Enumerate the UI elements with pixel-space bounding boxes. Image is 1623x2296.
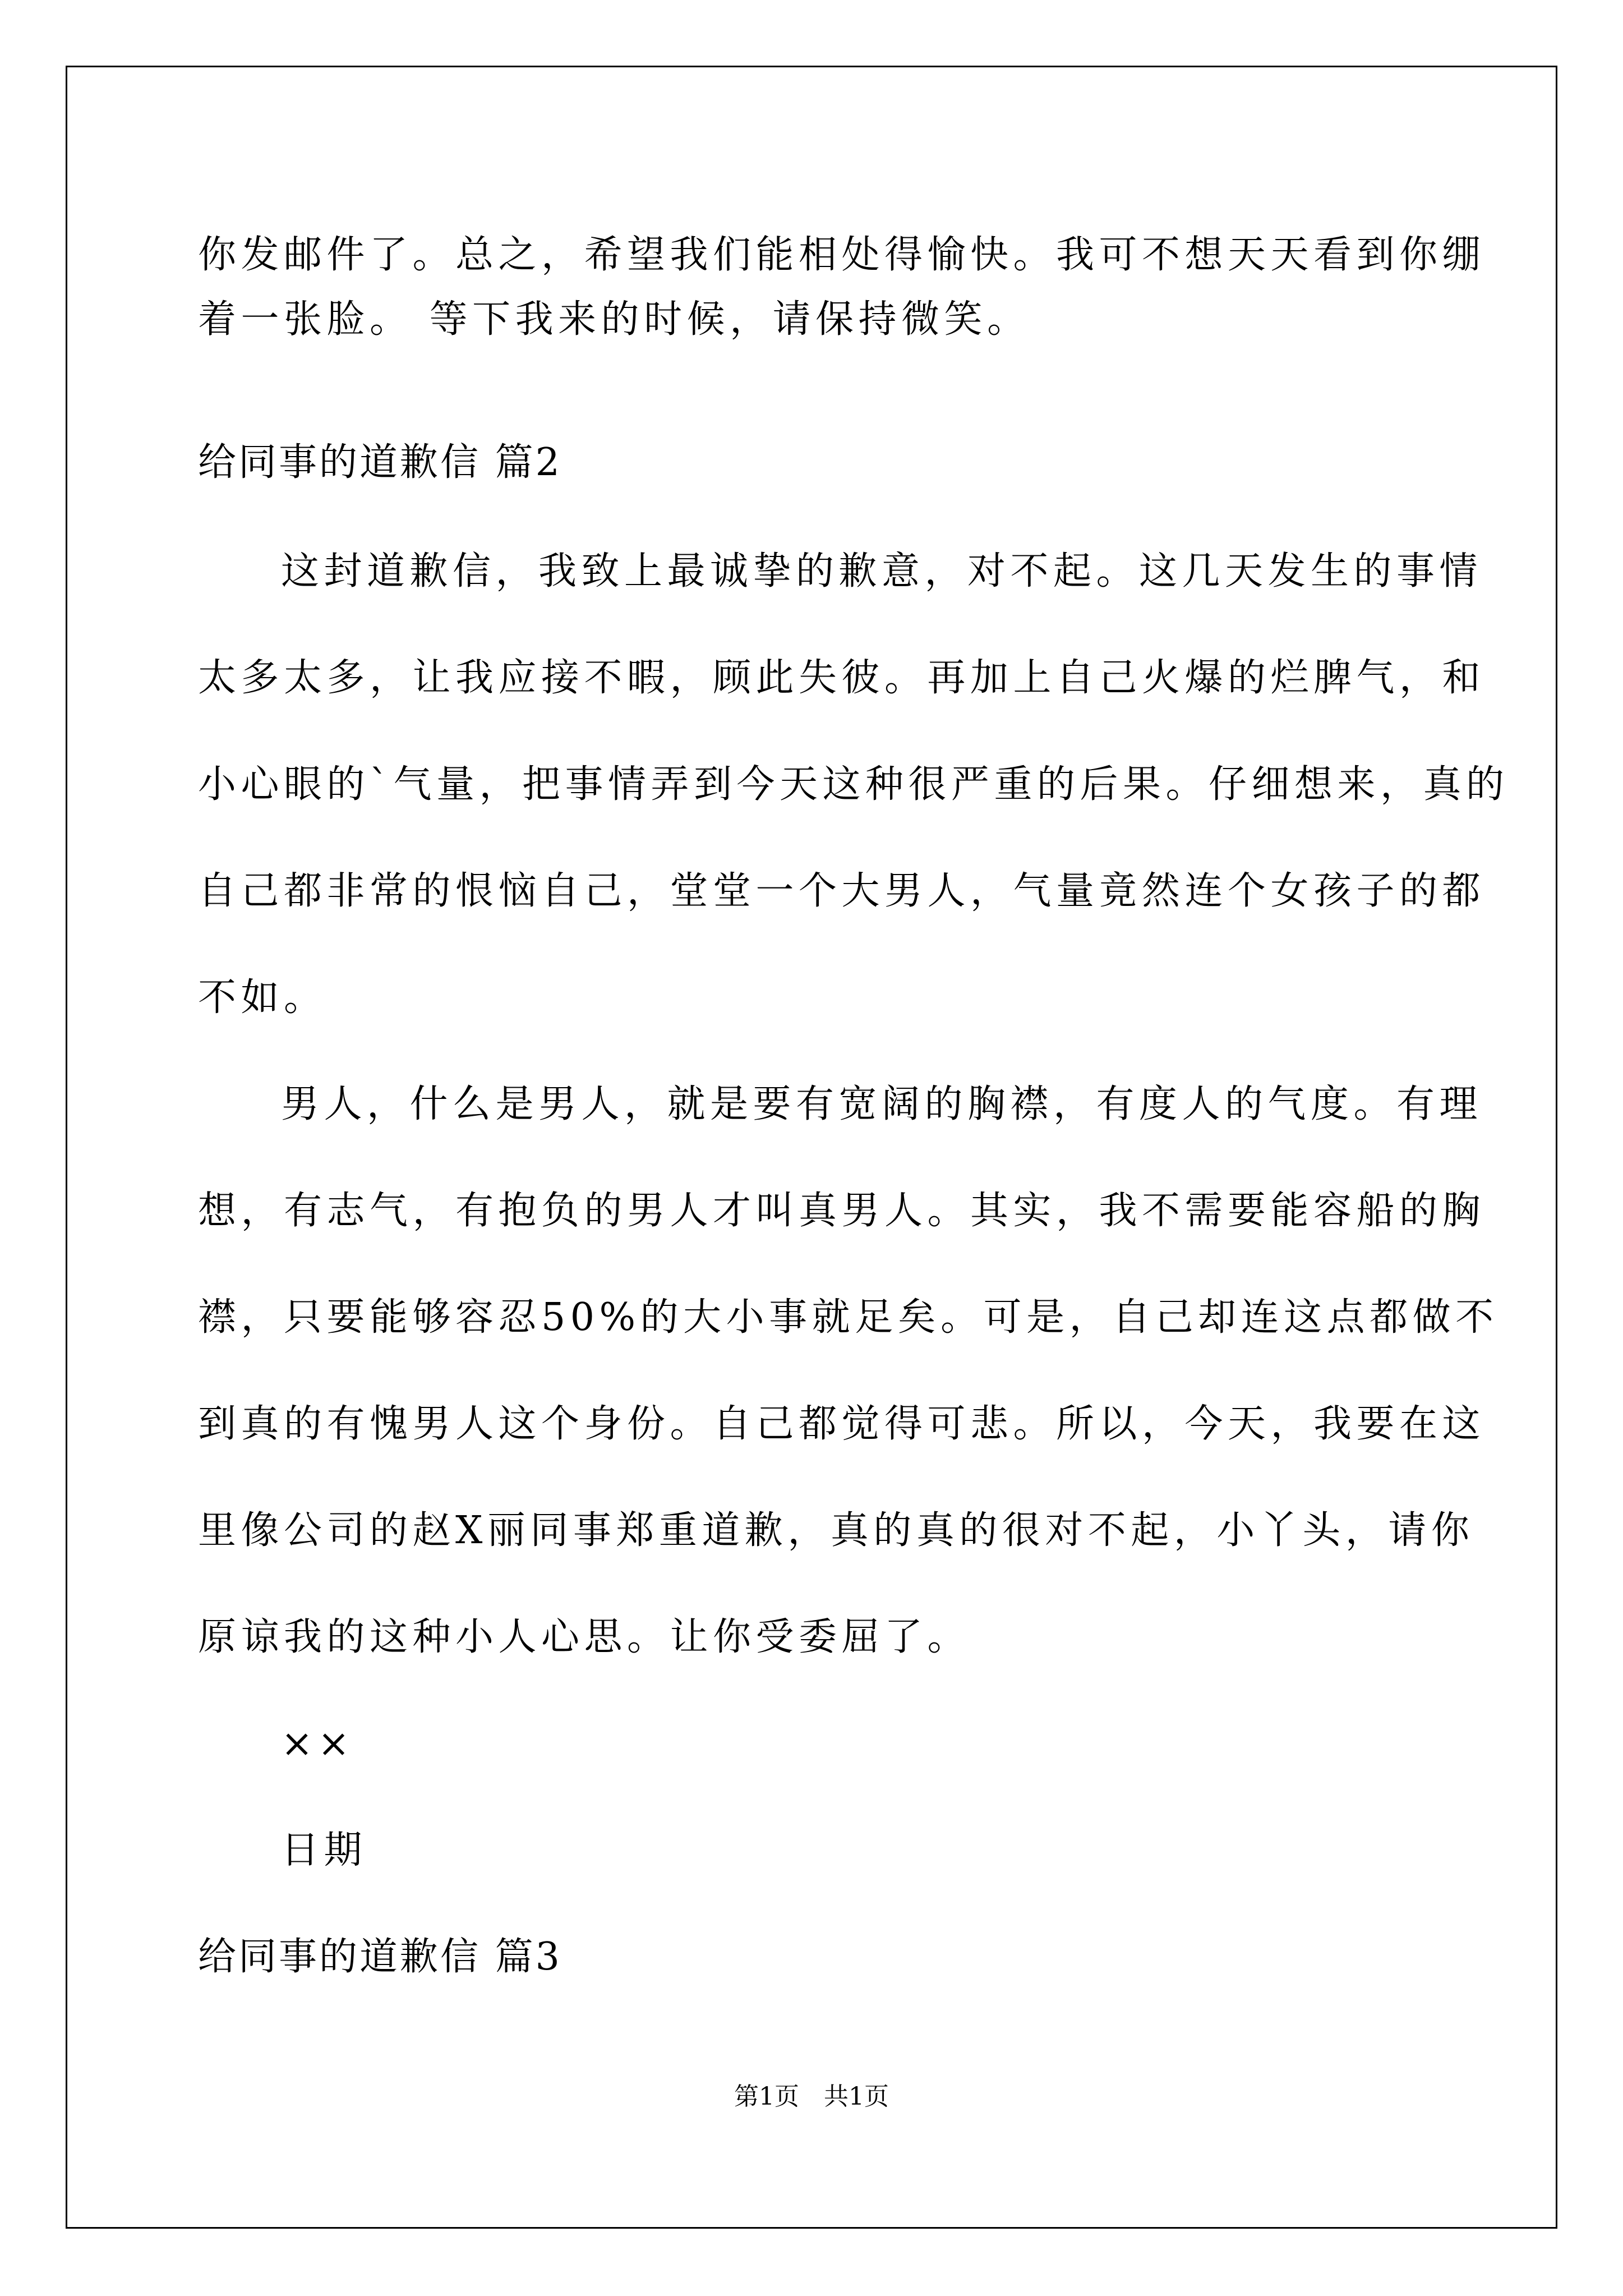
section-heading: 给同事的道歉信 篇2 [198, 440, 562, 485]
page-number: 第1页 [734, 2082, 799, 2111]
text-line: 你发邮件了。总之，希望我们能相处得愉快。我可不想天天看到你绷 [198, 233, 1486, 277]
signature: ×× [281, 1722, 354, 1766]
text-line: 想，有志气，有抱负的男人才叫真男人。其实，我不需要能容船的胸 [198, 1189, 1486, 1233]
section-heading: 给同事的道歉信 篇3 [198, 1935, 562, 1979]
text-line: 小心眼的`气量，把事情弄到今天这种很严重的后果。仔细想来，真的 [198, 762, 1509, 807]
text-line: 男人，什么是男人，就是要有宽阔的胸襟，有度人的气度。有理 [281, 1082, 1483, 1126]
page-total: 共1页 [824, 2082, 889, 2111]
date-label: 日期 [281, 1828, 367, 1872]
text-line: 不如。 [198, 976, 327, 1020]
text-line: 原谅我的这种小人心思。让你受委屈了。 [198, 1615, 971, 1659]
text-line: 太多太多，让我应接不暇，顾此失彼。再加上自己火爆的烂脾气，和 [198, 656, 1486, 700]
text-line: 里像公司的赵X丽同事郑重道歉，真的真的很对不起，小丫头，请你 [198, 1508, 1474, 1553]
text-line: 襟，只要能够容忍50%的大小事就足矣。可是，自己却连这点都做不 [198, 1295, 1498, 1340]
text-line: 到真的有愧男人这个身份。自己都觉得可悲。所以，今天，我要在这 [198, 1402, 1486, 1446]
page-border [66, 66, 1557, 2229]
text-line: 自己都非常的恨恼自己，堂堂一个大男人，气量竟然连个女孩子的都 [198, 869, 1486, 913]
text-line: 着一张脸。 等下我来的时候，请保持微笑。 [198, 297, 1030, 342]
text-line: 这封道歉信，我致上最诚挚的歉意，对不起。这几天发生的事情 [281, 549, 1483, 593]
page-footer [0, 2081, 1623, 2113]
